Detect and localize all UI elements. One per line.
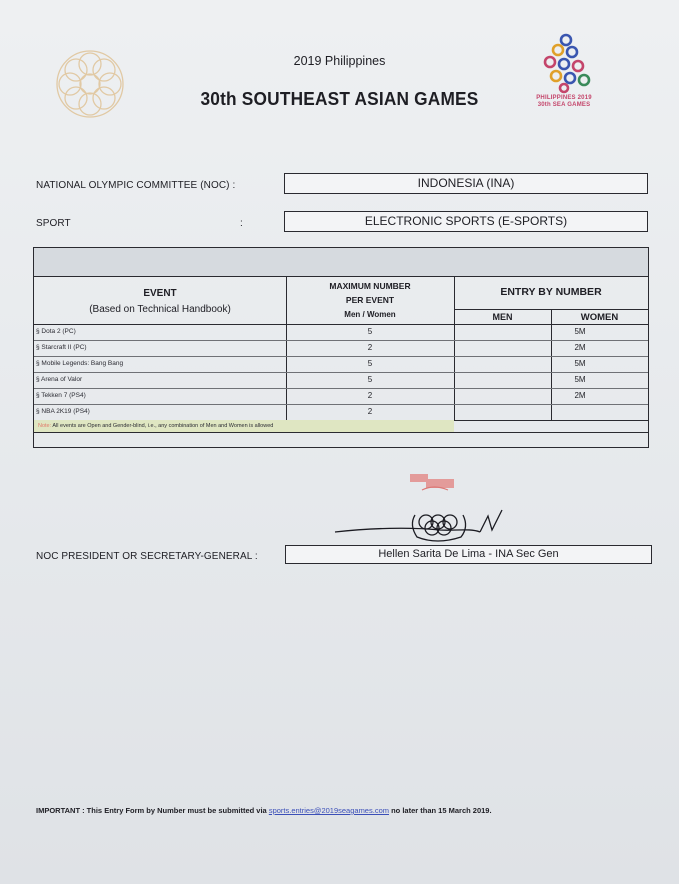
table-row-max: 5 [367,375,373,384]
men-column-header: MEN [492,312,513,322]
submission-email-link[interactable]: sports.entries@2019seagames.com [268,806,389,815]
logo-caption-line1: PHILIPPINES 2019 [536,95,592,101]
table-row-event: § Dota 2 (PC) [36,328,76,335]
table-row-men: 2M [574,391,586,400]
sea-games-logo-icon [520,30,610,130]
max-number-header-line1: MAXIMUM NUMBER [329,281,411,291]
table-row-event: § Tekken 7 (PS4) [36,392,86,399]
important-notice [36,806,492,815]
table-row-men: 2M [574,343,586,352]
signatory-label: NOC PRESIDENT OR SECRETARY-GENERAL : [36,551,258,562]
signatory-value-field: Hellen Sarita De Lima - INA Sec Gen [285,545,652,564]
table-row-max: 2 [367,343,373,352]
sport-colon: : [240,218,243,229]
table-row-max: 5 [367,359,373,368]
table-row-max: 2 [367,407,373,416]
table-row-event: § Arena of Valor [36,376,83,383]
max-number-header-line2: PER EVENT [345,295,395,305]
sea-games-logo-caption [518,95,610,109]
table-row-max: 2 [367,391,373,400]
event-entry-table [33,247,649,448]
edition-year: 2019 Philippines [293,54,386,68]
table-row-men: 5M [574,359,586,368]
event-column-header: EVENT [143,288,177,299]
table-row-event: § Mobile Legends: Bang Bang [36,360,124,367]
note-text: All events are Open and Gender-blind, i.e., any combination of Men and Women is allowed [52,423,274,429]
table-header-band [34,248,648,277]
table-row-men: 5M [574,327,586,336]
signature-stamp-icon [330,470,520,550]
max-number-header-line3: Men / Women [344,310,396,319]
note-prefix: Note: [38,423,52,429]
table-row-event: § Starcraft II (PC) [36,344,87,351]
page-title: 30th SOUTHEAST ASIAN GAMES [200,89,479,109]
eligibility-note [38,420,273,432]
noc-label: NATIONAL OLYMPIC COMMITTEE (NOC) : [36,180,236,191]
noc-value-field: INDONESIA (INA) [284,173,648,194]
women-column-header: WOMEN [580,312,619,323]
table-row-event: § NBA 2K19 (PS4) [36,408,90,415]
sport-value-field: ELECTRONIC SPORTS (E-SPORTS) [284,211,648,232]
sport-label: SPORT [36,218,71,229]
table-row-men: 5M [574,375,586,384]
logo-caption-line2: 30th SEA GAMES [537,102,591,108]
event-column-subheader: (Based on Technical Handbook) [89,304,231,315]
table-row-max: 5 [367,327,373,336]
important-deadline: no later than 15 March 2019. [391,806,492,815]
important-prefix: IMPORTANT : This Entry Form by Number must be submitted via [36,806,267,815]
entry-by-number-header: ENTRY BY NUMBER [500,286,602,298]
